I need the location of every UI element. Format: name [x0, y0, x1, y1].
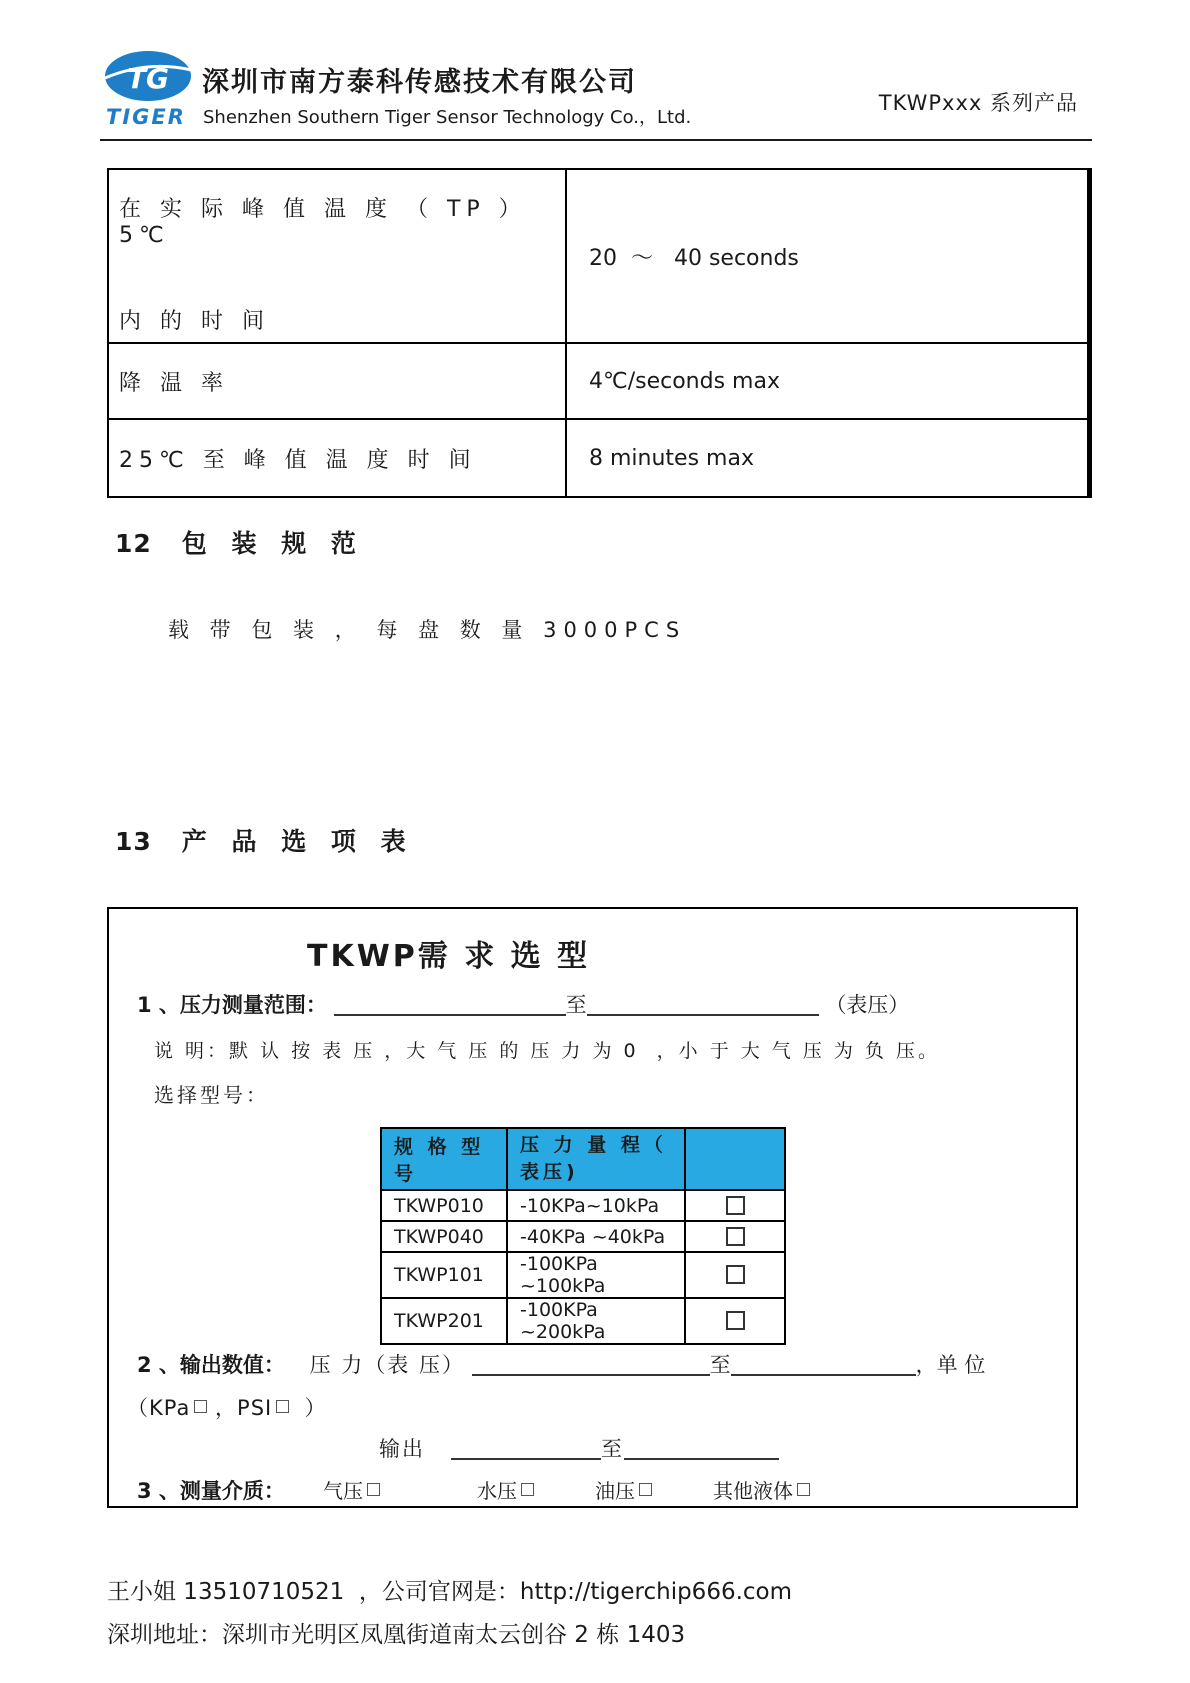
col-header-select [685, 1128, 785, 1190]
output-from-blank[interactable] [472, 1352, 710, 1376]
checkbox-psi[interactable] [276, 1400, 289, 1413]
spec-value-cell [567, 170, 1087, 342]
option-other-liquid [713, 1475, 810, 1504]
checkbox-kpa[interactable] [194, 1400, 207, 1413]
table-row [109, 170, 1087, 344]
spec-label-cell [109, 420, 567, 496]
model-name: TKWP101 [394, 1264, 484, 1286]
checkbox-water-pressure[interactable] [521, 1483, 534, 1496]
footer-contact-line: 王小姐 13510710521 ，公司官网是：http://tigerchip666.com [107, 1579, 793, 1605]
table-row [381, 1298, 785, 1344]
table-row [109, 344, 1087, 420]
output-signal-line [379, 1433, 779, 1463]
model-name: TKWP040 [394, 1225, 484, 1248]
table-row [381, 1221, 785, 1252]
spec-label-cell [109, 170, 567, 342]
q1-label: 1 、压力测量范围： [137, 993, 327, 1017]
pressure-range: -100KPa ~200kPa [520, 1299, 606, 1343]
company-name-en: Shenzhen Southern Tiger Sensor Technology Co.，Ltd. [203, 107, 692, 128]
spec-value: 8 minutes max [589, 445, 754, 471]
option-water-pressure [477, 1475, 534, 1504]
pressure-range: -100KPa ~100kPa [520, 1253, 606, 1297]
spec-label: 25℃ 至 峰 值 温 度 时 间 [119, 447, 477, 473]
model-selection-table [380, 1127, 786, 1345]
range-from-blank[interactable] [334, 992, 566, 1016]
spec-table [107, 168, 1092, 498]
unit-label: ，单 位 [915, 1353, 986, 1377]
model-checkbox-tkwp040[interactable] [726, 1227, 745, 1246]
model-name: TKWP201 [394, 1310, 484, 1332]
selection-form [107, 907, 1078, 1508]
table-header-row [381, 1128, 785, 1190]
model-checkbox-tkwp101[interactable] [726, 1265, 745, 1284]
header-divider [100, 139, 1092, 141]
to-label: 至 [709, 1353, 731, 1377]
output-to-blank[interactable] [731, 1352, 916, 1376]
checkbox-gas-pressure[interactable] [367, 1483, 380, 1496]
unit-close-paren: ） [289, 1396, 327, 1420]
unit-kpa-label: （KPa [127, 1396, 191, 1420]
range-to-blank[interactable] [587, 992, 819, 1016]
spec-label-line2: 内 的 时 间 [119, 309, 270, 334]
unit-options-line [127, 1392, 327, 1422]
signal-from-blank[interactable] [451, 1436, 601, 1460]
packaging-spec-text: 载 带 包 装 ， 每 盘 数 量 3000PCS [168, 618, 687, 642]
section-heading-options [115, 822, 414, 858]
logo-brand-text: TIGER [106, 105, 186, 129]
signal-to-blank[interactable] [624, 1436, 779, 1460]
model-name: TKWP010 [394, 1194, 484, 1217]
section-heading-packaging [115, 524, 364, 560]
model-checkbox-tkwp010[interactable] [726, 1196, 745, 1215]
spec-label: 降 温 率 [119, 370, 229, 396]
section-title: 包 装 规 范 [181, 529, 364, 558]
checkbox-oil-pressure[interactable] [639, 1483, 652, 1496]
option-label: 其他液体 [713, 1479, 793, 1503]
pressure-range: -10KPa~10kPa [520, 1194, 660, 1217]
col-header-range: 压 力 量 程（ 表压) [520, 1134, 678, 1183]
spec-value-cell [567, 420, 1087, 496]
form-title: TKWP需 求 选 型 [307, 939, 591, 974]
checkbox-other-liquid[interactable] [797, 1483, 810, 1496]
q3-label: 3 、测量介质： [137, 1479, 285, 1503]
spec-label-line1: 在 实 际 峰 值 温 度 （ TP ） 5℃ [119, 197, 540, 248]
output-label: 输出 [379, 1437, 425, 1461]
section-number: 12 [115, 529, 152, 558]
section-title: 产 品 选 项 表 [181, 827, 414, 856]
gauge-pressure-label: （表压） [825, 993, 910, 1017]
unit-psi-label: ，PSI [207, 1396, 273, 1420]
q2-output-value-line [137, 1349, 985, 1379]
choose-model-label: 选择型号： [154, 1083, 269, 1107]
option-label: 水压 [477, 1479, 517, 1503]
section-number: 13 [115, 827, 152, 856]
option-label: 油压 [595, 1479, 635, 1503]
pressure-range: -40KPa ~40kPa [520, 1225, 666, 1248]
logo-monogram: TG [126, 62, 170, 95]
tiger-logo-icon [98, 50, 196, 134]
option-gas-pressure [323, 1475, 380, 1504]
table-row [381, 1190, 785, 1221]
spec-value: 4℃/seconds max [589, 368, 780, 394]
q3-medium-line [137, 1475, 1057, 1505]
company-name-cn: 深圳市南方泰科传感技术有限公司 [202, 67, 637, 98]
option-label: 气压 [323, 1479, 363, 1503]
table-row [381, 1252, 785, 1298]
table-row [109, 420, 1087, 496]
product-series-label: TKWPxxx 系列产品 [878, 91, 1078, 115]
q1-pressure-range-line [137, 989, 909, 1019]
model-checkbox-tkwp201[interactable] [726, 1311, 745, 1330]
option-oil-pressure [595, 1475, 652, 1504]
q2-label: 2 、输出数值： [137, 1353, 285, 1377]
q1-note: 说 明：默 认 按 表 压 ，大 气 压 的 压 力 为 0 ，小 于 大 气 压 为 负 压。 [154, 1040, 940, 1062]
to-label: 至 [565, 993, 587, 1017]
spec-value-cell [567, 344, 1087, 418]
q2-pressure-label: 压 力（表 压） [309, 1353, 465, 1377]
to-label: 至 [601, 1437, 625, 1461]
col-header-model: 规 格 型 号 [394, 1136, 495, 1185]
footer-address-line: 深圳地址：深圳市光明区凤凰街道南太云创谷 2 栋 1403 [107, 1622, 686, 1648]
spec-label-cell [109, 344, 567, 418]
spec-value: 20 ～ 40 seconds [589, 245, 799, 271]
